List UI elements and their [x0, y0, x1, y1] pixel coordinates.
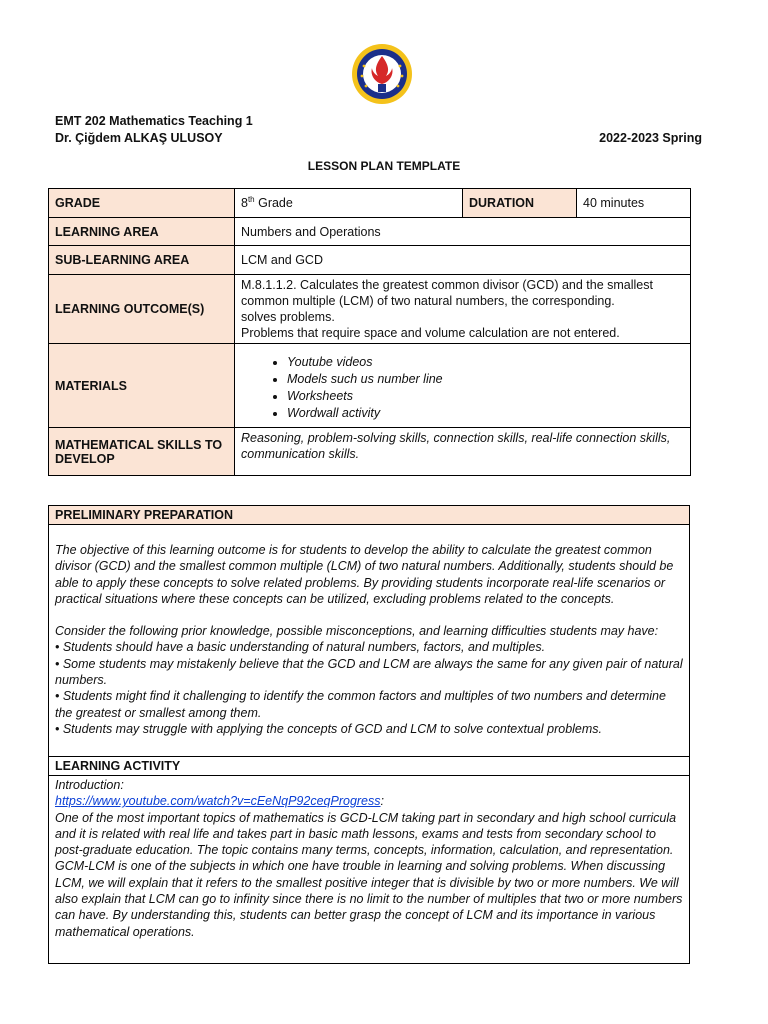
list-item: • Worksheets	[287, 388, 684, 405]
duration-label: DURATION	[463, 189, 577, 218]
list-item: • Students might find it challenging to identify the common factors and multiples of two numbers and determine the greatest or smallest among them.	[55, 689, 666, 720]
outcome-line: common multiple (LCM) of two natural numbers, the corresponding.	[241, 294, 615, 308]
preliminary-preparation-body	[49, 525, 689, 756]
list-item: • Students should have a basic understanding of natural numbers, factors, and multiples.	[55, 640, 546, 655]
list-item: • Students may struggle with applying the concepts of GCD and LCM to solve contextual problems.	[55, 721, 603, 736]
preliminary-preparation-heading: PRELIMINARY PREPARATION	[49, 506, 689, 525]
skills-label: MATHEMATICAL SKILLS TO DEVELOP	[49, 428, 235, 476]
university-logo	[350, 42, 414, 106]
video-link-line	[55, 793, 683, 809]
term: 2022-2023 Spring	[599, 131, 702, 145]
link-suffix: :	[380, 794, 384, 809]
outcome-line: solves problems.	[241, 310, 335, 324]
lesson-info-table	[48, 188, 691, 476]
list-item: • Youtube videos	[287, 354, 684, 371]
learning-outcome-value	[235, 275, 691, 344]
list-item: • Wordwall activity	[287, 405, 684, 422]
page-title: LESSON PLAN TEMPLATE	[307, 159, 461, 173]
activity-paragraph: One of the most important topics of mathematics is GCD-LCM taking part in secondary and high school curricula and it is related with real life and takes part in basic math lessons, exams and tests from secondary school to post-graduate education. The topic contains many terms, concepts, information, calculation, and representation. GCM-LCM is one of the subjects in which one have trouble in learning and solving problems. When discussing LCM, we will explain that it refers to the smallest positive integer that is divisible by two or more numbers. We will also explain that LCM can go to infinity since there is no limit to the number of multiples that two or more numbers can have. By understanding this, students can better grasp the concept of LCM and its importance in various mathematical operations.	[55, 810, 683, 939]
outcome-line: Problems that require space and volume calculation are not entered.	[241, 326, 620, 340]
list-item: • Some students may mistakenly believe that the GCD and LCM are always the same for any given pair of natural numbers.	[55, 656, 683, 688]
materials-label: MATERIALS	[49, 344, 235, 428]
preparation-intro: Consider the following prior knowledge, possible misconceptions, and learning difficulties students may have:	[55, 624, 659, 639]
preparation-and-activity-box	[48, 505, 690, 964]
preparation-paragraph: The objective of this learning outcome is for students to develop the ability to calculate the greatest common divisor (GCD) and the smallest common multiple (LCM) of two natural numbers. Additionally, students should be able to apply these concepts to solve related problems. By providing students incorporate real-life scenarios or practical situations where these concepts can be utilized, excluding problems related to the concepts.	[55, 543, 674, 606]
skills-value: Reasoning, problem-solving skills, connection skills, real-life connection skills, communication skills.	[235, 428, 691, 476]
list-item: • Models such us number line	[287, 371, 684, 388]
learning-area-label: LEARNING AREA	[49, 218, 235, 246]
learning-area-value: Numbers and Operations	[235, 218, 691, 246]
sub-learning-area-label: SUB-LEARNING AREA	[49, 246, 235, 275]
introduction-label: Introduction:	[55, 778, 124, 792]
course-title: EMT 202 Mathematics Teaching 1	[55, 114, 253, 128]
grade-value: 8th Grade	[235, 189, 463, 218]
learning-activity-body	[49, 776, 689, 941]
materials-list	[241, 354, 684, 422]
outcome-line: M.8.1.1.2. Calculates the greatest common divisor (GCD) and the smallest	[241, 278, 653, 292]
sub-learning-area-value: LCM and GCD	[235, 246, 691, 275]
materials-value	[235, 344, 691, 428]
learning-activity-heading: LEARNING ACTIVITY	[49, 756, 689, 776]
instructor-name: Dr. Çiğdem ALKAŞ ULUSOY	[55, 131, 223, 145]
grade-label: GRADE	[49, 189, 235, 218]
youtube-link[interactable]: https://www.youtube.com/watch?v=cEeNqP92ceqProgress	[55, 794, 381, 809]
learning-outcome-label: LEARNING OUTCOME(S)	[49, 275, 235, 344]
duration-value: 40 minutes	[577, 189, 691, 218]
